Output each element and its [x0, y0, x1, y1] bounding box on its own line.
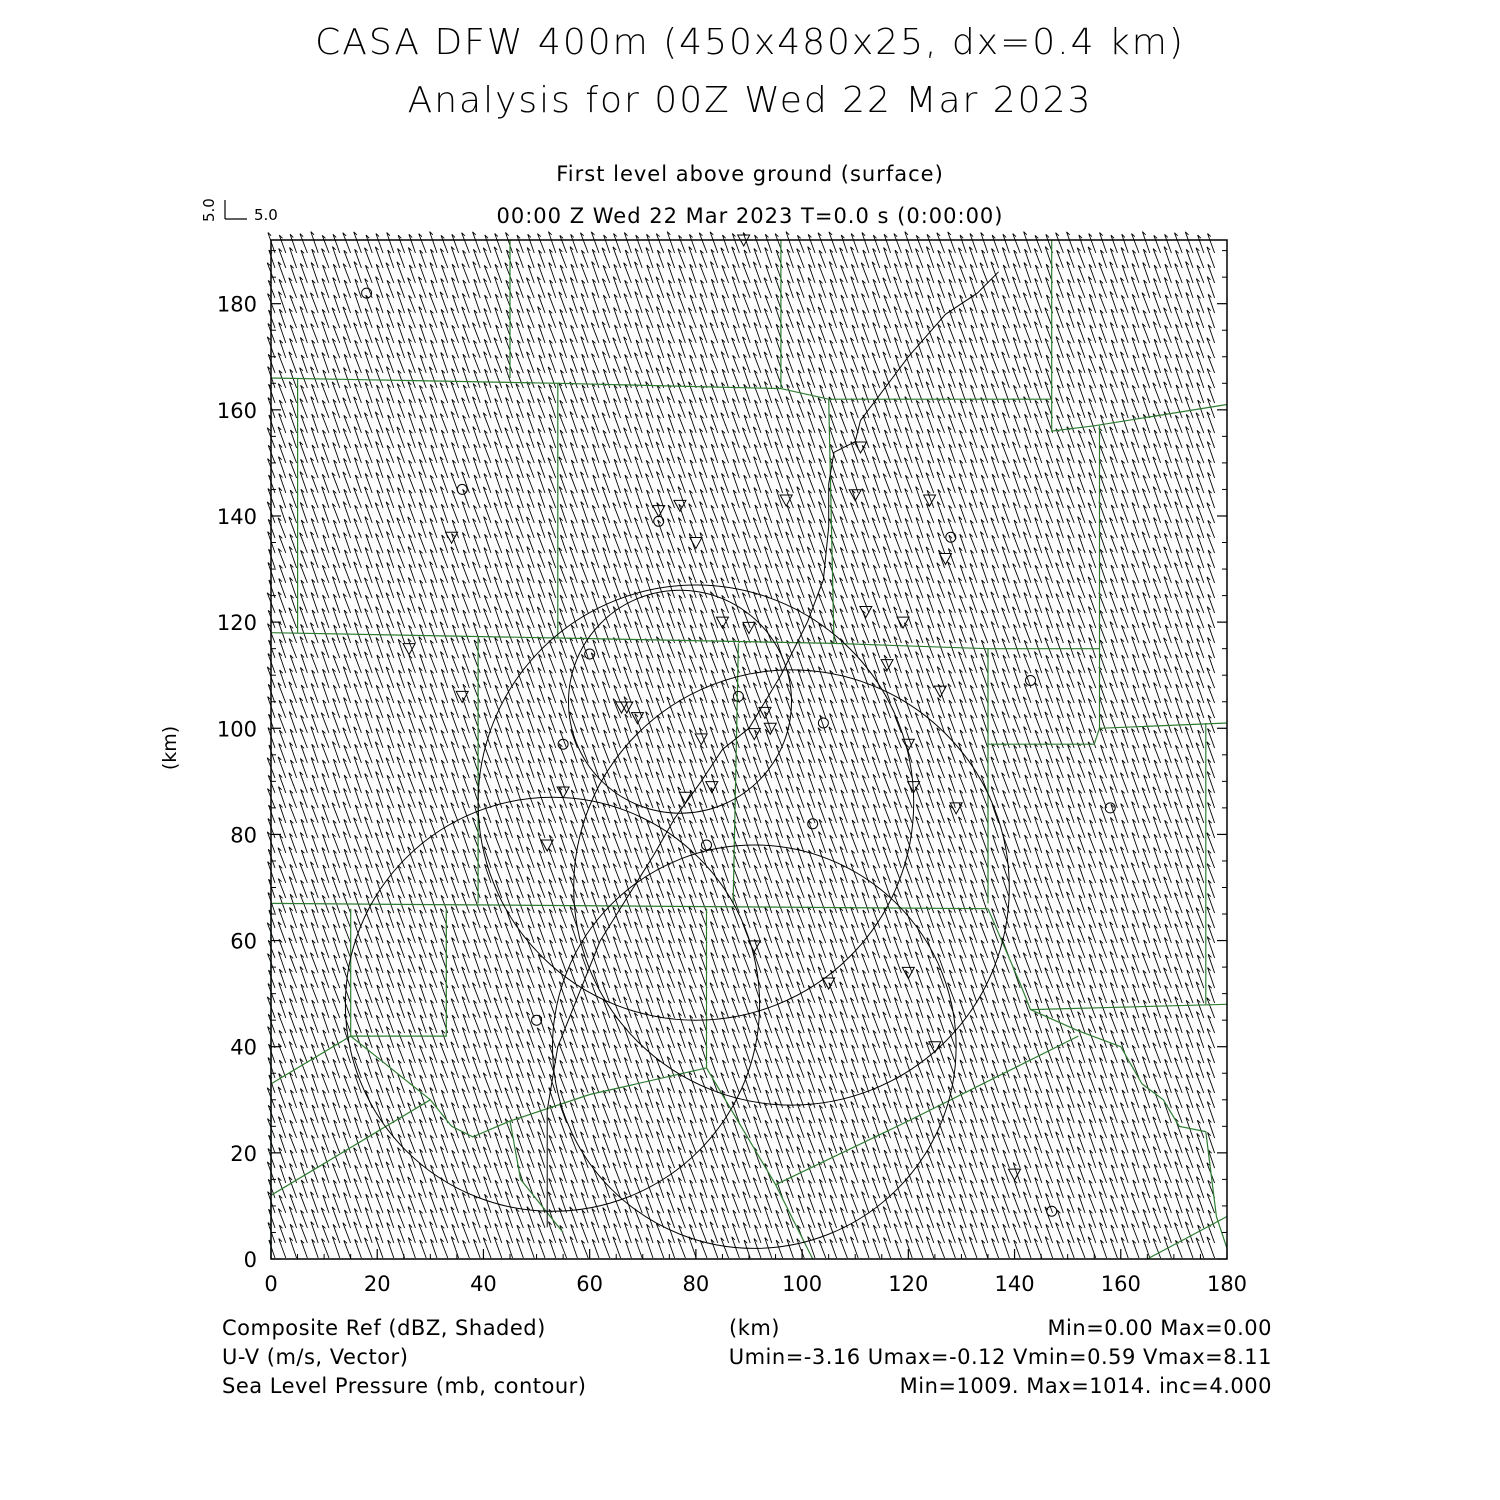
- y-tick-label: 60: [230, 929, 257, 954]
- county-boundary-line: [558, 383, 1227, 431]
- y-tick-label: 180: [216, 292, 257, 317]
- footer-reflectivity-label: Composite Ref (dBZ, Shaded): [222, 1316, 546, 1340]
- x-tick-label: 80: [682, 1272, 710, 1296]
- y-tick-label: 100: [216, 717, 257, 742]
- plot-title-line1: CASA DFW 400m (450x480x25, dx=0.4 km): [315, 22, 1185, 63]
- y-tick-label: 20: [230, 1141, 257, 1166]
- y-tick-label: 120: [216, 611, 257, 636]
- county-boundary-line: [1147, 1217, 1227, 1260]
- wind-vectors: [267, 232, 1214, 1258]
- time-subtitle: 00:00 Z Wed 22 Mar 2023 T=0.0 s (0:00:00): [496, 204, 1004, 228]
- footer-pressure-label: Sea Level Pressure (mb, contour): [222, 1374, 587, 1398]
- ref-vector-y-label: 5.0: [200, 198, 218, 222]
- radar-range-rings: [345, 585, 1009, 1248]
- y-tick-label: 140: [216, 504, 257, 529]
- y-tick-label: 0: [243, 1248, 257, 1272]
- x-tick-label: 180: [1206, 1272, 1248, 1296]
- county-boundary-line: [988, 909, 1227, 1249]
- station-circle-marker: [532, 1015, 542, 1025]
- y-tick-label: 40: [230, 1035, 257, 1060]
- station-triangle-marker: [897, 617, 909, 628]
- x-tick-label: 160: [1100, 1272, 1141, 1296]
- level-subtitle: First level above ground (surface): [556, 162, 944, 186]
- reference-vector: [200, 198, 278, 224]
- station-circle-marker: [702, 840, 712, 850]
- footer-x-axis-label: (km): [729, 1316, 781, 1340]
- y-tick-label: 160: [216, 398, 257, 423]
- x-tick-label: 100: [782, 1272, 823, 1296]
- station-circle-marker: [457, 484, 467, 494]
- x-tick-label: 20: [363, 1272, 391, 1296]
- x-tick-label: 40: [470, 1272, 497, 1296]
- footer-wind-label: U-V (m/s, Vector): [222, 1345, 409, 1369]
- x-tick-label: 60: [576, 1272, 604, 1296]
- station-triangle-marker: [881, 660, 893, 671]
- footer-reflectivity-range: Min=0.00 Max=0.00: [1047, 1316, 1272, 1340]
- axes: [217, 251, 1247, 1296]
- y-axis-label: (km): [159, 725, 181, 771]
- station-circle-marker: [1026, 676, 1036, 686]
- plot-title-line2: Analysis for 00Z Wed 22 Mar 2023: [407, 80, 1093, 121]
- x-tick-label: 140: [994, 1272, 1035, 1296]
- station-triangle-marker: [631, 713, 643, 724]
- station-triangle-marker: [902, 739, 914, 750]
- x-tick-label: 120: [888, 1272, 929, 1296]
- x-tick-label: 0: [264, 1272, 278, 1296]
- footer-wind-range: Umin=-3.16 Umax=-0.12 Vmin=0.59 Vmax=8.11: [728, 1345, 1272, 1369]
- station-triangle-marker: [690, 538, 702, 549]
- station-triangle-marker: [557, 787, 569, 798]
- ref-vector-x-label: 5.0: [254, 206, 278, 224]
- footer-pressure-range: Min=1009. Max=1014. inc=4.000: [899, 1374, 1272, 1398]
- wind-vector-field: [267, 232, 1214, 1258]
- station-triangle-marker: [860, 607, 872, 618]
- y-tick-label: 80: [230, 823, 257, 848]
